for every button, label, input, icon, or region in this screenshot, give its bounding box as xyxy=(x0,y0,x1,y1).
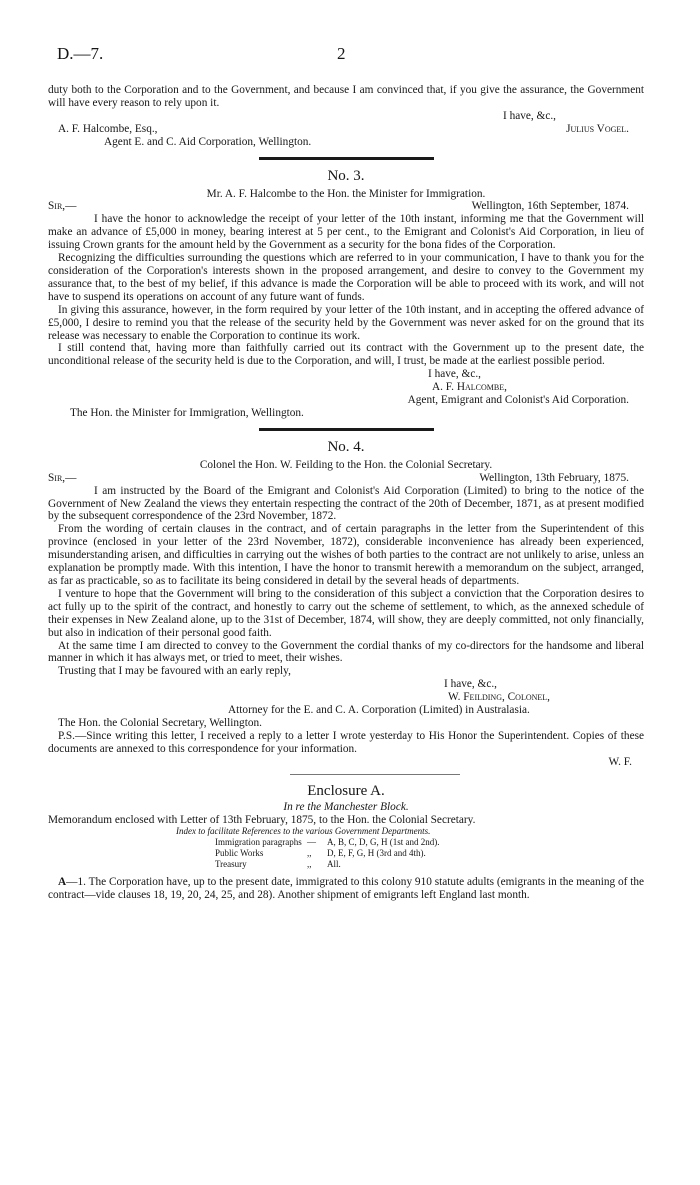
document-body xyxy=(48,84,644,902)
letter-4-paragraph: Trusting that I may be favoured with an early reply, xyxy=(58,665,291,678)
intro-addressee: A. F. Halcombe, Esq., xyxy=(58,122,158,135)
index-paragraphs: All. xyxy=(327,859,341,870)
letter-3-paragraph: I have the honor to acknowledge the receipt of your letter of the 10th instant, informing me that the Government will make an advance of £5,000 in money, bearing interest at 5 per cent., to the Emigrant and Colonist's Aid Corporation, in lieu of issuing Crown grants for the amount held by the Government as a security for the bona fides of the Corporation. xyxy=(48,213,644,252)
memorandum-line: Memorandum enclosed with Letter of 13th February, 1875, to the Hon. the Colonial Secretary. xyxy=(48,813,476,826)
section-divider xyxy=(259,428,434,431)
index-department: Immigration paragraphs xyxy=(215,837,302,848)
letter-4-postscript-signature: W. F. xyxy=(608,755,632,768)
index-mark: ,, xyxy=(307,848,312,859)
letter-4-date: Wellington, 13th February, 1875. xyxy=(479,471,629,484)
letter-number-3: No. 3. xyxy=(327,167,365,184)
enclosure-title: Enclosure A. xyxy=(307,782,385,799)
letter-4-signature-title: Attorney for the E. and C. A. Corporation (Limited) in Australasia. xyxy=(228,704,530,717)
letter-3-signature-title: Agent, Emigrant and Colonist's Aid Corporation. xyxy=(407,394,629,407)
enclosure-subtitle: In re the Manchester Block. xyxy=(283,800,409,813)
letter-4-signature: W. Feilding, Colonel, xyxy=(448,691,550,704)
paragraph-a1 xyxy=(48,876,644,902)
letter-3-heading: Mr. A. F. Halcombe to the Hon. the Minister for Immigration. xyxy=(206,187,486,200)
letter-4-paragraph: I am instructed by the Board of the Emigrant and Colonist's Aid Corporation (Limited) to bring to the notice of the Government of New Zealand the views they entertain respecting the contract of the 20th of December, 1871, as at present modified by the subsequent correspondence of the 23rd November, 1872. xyxy=(48,484,644,523)
letter-4-addressee: The Hon. the Colonial Secretary, Wellington. xyxy=(58,716,262,729)
letter-3-paragraph: I still contend that, having more than faithfully carried out its contract with the Government up to the present date, the unconditional release of the security held is due to the Corporation, and will, I trust, be made at the earliest possible period. xyxy=(48,342,644,368)
letter-4-salutation-row xyxy=(48,472,644,485)
document-reference: D.—7. xyxy=(57,44,104,63)
intro-signature: Julius Vogel. xyxy=(566,122,629,135)
paragraph-a1-text: —1. The Corporation have, up to the present date, immigrated to this colony 910 statute adults (emigrants in the meaning of the contract—vide clauses 18, 19, 20, 24, 25, and 28). Another shipment of emigrants left England last month. xyxy=(48,876,644,902)
letter-4-paragraph: From the wording of certain clauses in the contract, and of certain paragraphs in the letter from the Superintendent of this province (enclosed in your letter of the 23rd November, 1872), considerable inconvenience has already been experienced, misunderstanding arisen, and difficulties in carrying out the wishes of both parties to the contract are not unlikely to arise, unless an explanation be promptly made. With this intention, I have the honor to transmit herewith a memorandum on the subject, arranged, as far as practicable, so as to facilitate its being considered in detail by the several heads of departments. xyxy=(48,523,644,587)
letter-4-postscript: P.S.—Since writing this letter, I received a reply to a letter I wrote yesterday to His Honor the Superintendent. Copies of these documents are annexed to this correspondence for your information. xyxy=(48,729,644,755)
intro-sign-row xyxy=(48,123,644,136)
letter-3-paragraph: In giving this assurance, however, in the form required by your letter of the 10th instant, and in accepting the offered advance of £5,000, I desire to remind you that the release of the security held by the Government was never asked for on the ground that its release was necessary to enable the Corporation to continue its work. xyxy=(48,303,644,342)
intro-addressee-title: Agent E. and C. Aid Corporation, Wellington. xyxy=(104,135,312,148)
letter-4-heading: Colonel the Hon. W. Feilding to the Hon. the Colonial Secretary. xyxy=(199,458,493,471)
index-mark: ,, xyxy=(307,859,312,870)
index-row xyxy=(48,837,644,848)
section-divider xyxy=(290,774,460,775)
index-row xyxy=(48,848,644,859)
letter-3-signature: A. F. Halcombe, xyxy=(432,381,507,394)
letter-4-salutation: Sir,— xyxy=(48,471,77,484)
letter-3-date: Wellington, 16th September, 1874. xyxy=(471,200,629,213)
index-mark: — xyxy=(307,837,316,848)
page-number: 2 xyxy=(337,44,346,63)
intro-closing: I have, &c., xyxy=(502,109,556,122)
index-row xyxy=(48,859,644,870)
page-header xyxy=(57,44,647,66)
index-heading: Index to facilitate References to the various Government Departments. xyxy=(176,826,431,837)
index-department: Public Works xyxy=(215,848,264,859)
index-paragraphs: D, E, F, G, H (3rd and 4th). xyxy=(327,848,426,859)
department-index xyxy=(48,826,644,870)
letter-4-paragraph: At the same time I am directed to convey to the Government the cordial thanks of my co-directors for the handsome and liberal manner in which it has always met, or tried to meet, their wishes. xyxy=(48,639,644,665)
letter-3-addressee: The Hon. the Minister for Immigration, Wellington. xyxy=(70,406,304,419)
section-divider xyxy=(259,157,434,160)
letter-3-closing: I have, &c., xyxy=(428,368,482,381)
index-department: Treasury xyxy=(215,859,247,870)
letter-3-salutation: Sir,— xyxy=(48,200,77,213)
letter-3-salutation-row xyxy=(48,200,644,213)
intro-text: duty both to the Corporation and to the Government, and because I am convinced that, if you give the assurance, the Government will have every reason to rely upon it. xyxy=(48,84,644,109)
letter-3-paragraph: Recognizing the difficulties surrounding the questions which are referred to in your communication, I have to thank you for the consideration of the Corporation's interests shown in the proposed arrangement, and desire to convey to the Government my assurance that, to the best of my belief, if this advance is made the Corporation will be able to proceed with its work, and will not have to suspend its operations on account of any future want of funds. xyxy=(48,252,644,303)
letter-4-closing: I have, &c., xyxy=(444,678,498,691)
letter-number-4: No. 4. xyxy=(327,438,365,455)
index-paragraphs: A, B, C, D, G, H (1st and 2nd). xyxy=(327,837,440,848)
paragraph-label: A xyxy=(58,876,67,889)
letter-4-paragraph: I venture to hope that the Government will bring to the consideration of this subject a conviction that the Corporation desires to act fully up to the spirit of the contract, and honestly to carry out the scheme of settlement, to which, as the annexed schedule of their expenses in New Zealand alone, up to the 31st of December, 1874, will show, they are deeply committed, not only financially, but also in indication of their personal good faith. xyxy=(48,587,644,639)
